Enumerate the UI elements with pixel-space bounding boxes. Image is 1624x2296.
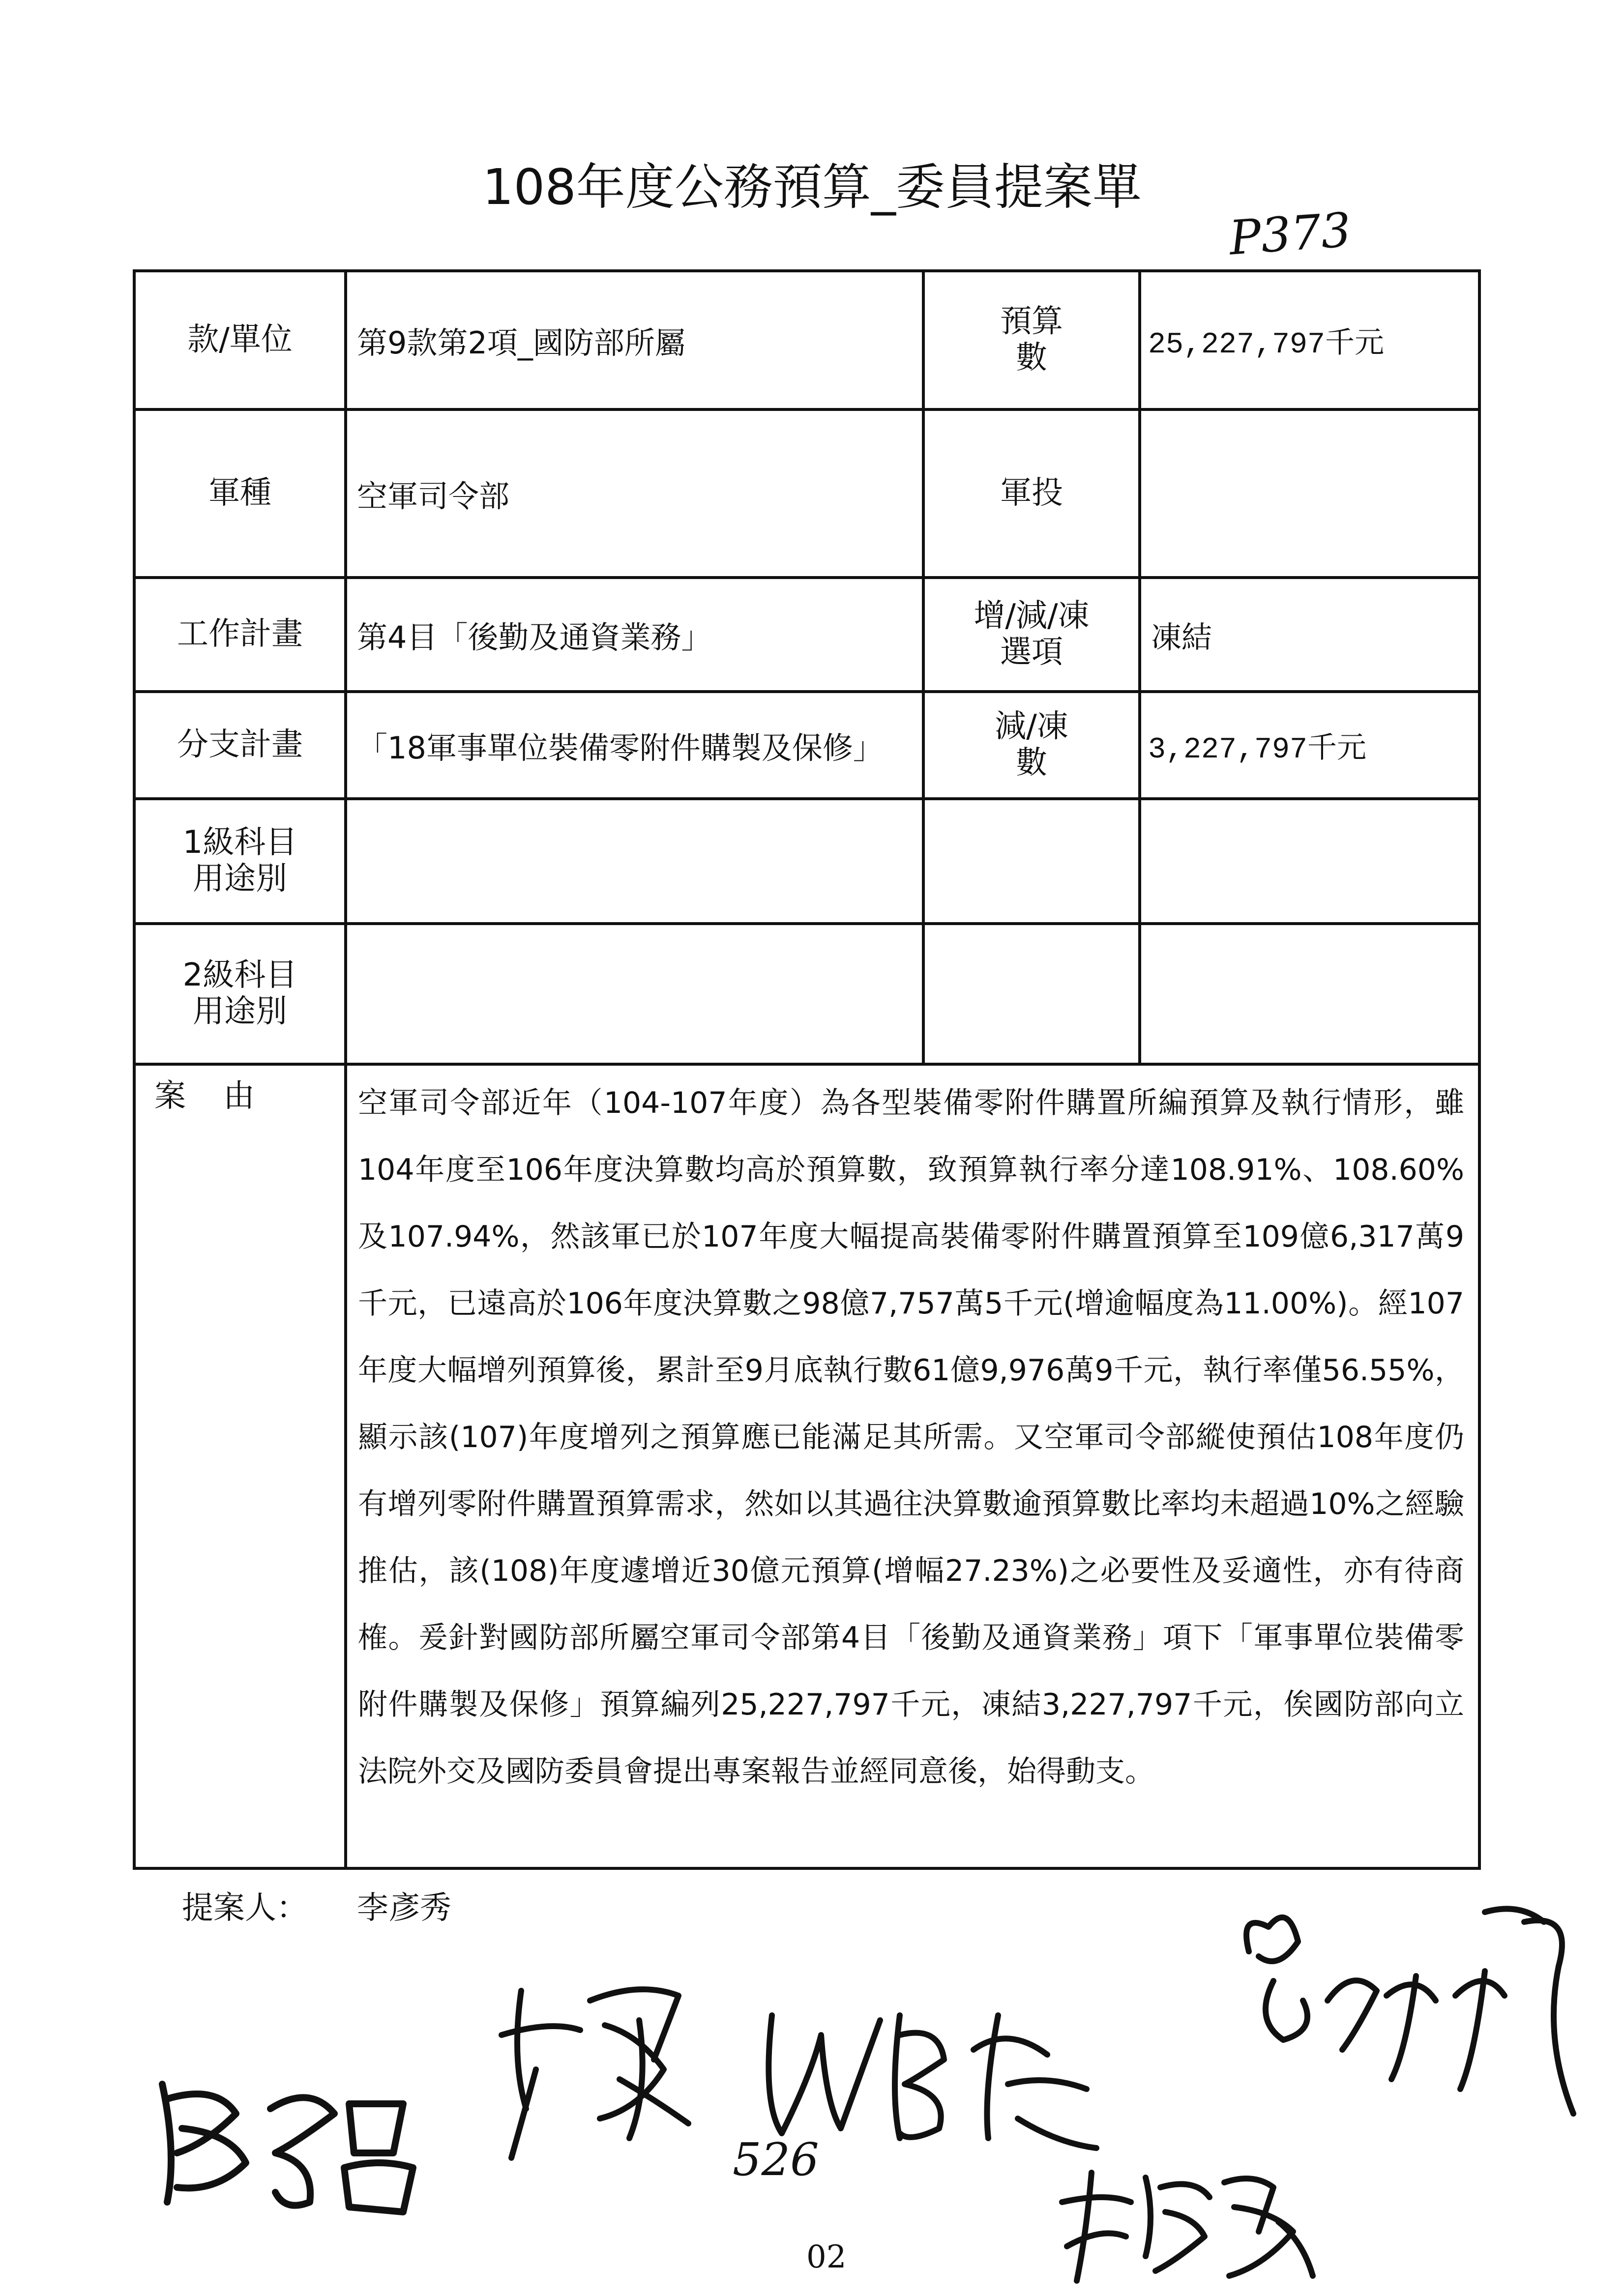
value-subplan: 「18軍事單位裝備零附件購製及保修」 (346, 692, 923, 799)
stamp-number: 526 (733, 2133, 819, 2186)
proposer-label: 提案人： (182, 1890, 308, 1926)
handwritten-page-ref: P373 (1227, 202, 1353, 266)
form-title: 108年度公務預算_委員提案單 (482, 158, 1142, 216)
signature-4 (1229, 1892, 1583, 2138)
row-branch (134, 409, 1479, 578)
row-plan (134, 578, 1479, 692)
value-level2-extra (1140, 924, 1479, 1064)
value-level2-subject (346, 924, 923, 1064)
label-military-investment: 軍投 (923, 409, 1140, 578)
row-reason (134, 1064, 1479, 1868)
value-work-plan: 第4目「後勤及通資業務」 (346, 578, 923, 692)
proposer-name: 李彥秀 (357, 1890, 451, 1926)
label-reason (134, 1064, 346, 1868)
value-option: 凍結 (1140, 578, 1479, 692)
proposer-line (182, 1883, 451, 1928)
row-level1 (134, 799, 1479, 924)
value-military-investment (1140, 409, 1479, 578)
row-subplan (134, 692, 1479, 799)
label-budget: 預算 數 (923, 271, 1140, 409)
value-level1-extra (1140, 799, 1479, 924)
reason-text: 空軍司令部近年（104-107年度）為各型裝備零附件購置所編預算及執行情形，雖104年度至106年度決算數均高於預算數，致預算執行率分達108.91%、108.60%及107.94%，然該軍已於107年度大幅提高裝備零附件購置預算至109億6,317萬9千元，已遠高於106年度決算數之98億7,757萬5千元(增逾幅度為11.00%)。經107年度大幅增列預算後，累計至9月底執行數61億9,976萬9千元，執行率僅56.55%，顯示該(107)年度增列之預算應已能滿足其所需。又空軍司令部縱使預估108年度仍有增列零附件購置預算需求，然如以其過往決算數逾預算數比率均未超過10%之經驗推估，該(108)年度遽增近30億元預算(增幅27.23%)之必要性及妥適性，亦有待商榷。爰針對國防部所屬空軍司令部第4目「後勤及通資業務」項下「軍事單位裝備零附件購製及保修」預算編列25,227,797千元，凍結3,227,797千元，俟國防部向立法院外交及國防委員會提出專案報告並經同意後，始得動支。 (346, 1064, 1479, 1868)
signature-2 (492, 1961, 723, 2168)
label-reason-char-2: 由 (223, 1078, 255, 1114)
label-level2-subject: 2級科目 用途別 (134, 924, 346, 1064)
value-unit: 第9款第2項_國防部所屬 (346, 271, 923, 409)
label-reduce-freeze-amount: 減/凍 數 (923, 692, 1140, 799)
label-unit: 款/單位 (134, 271, 346, 409)
value-reduce-freeze-amount: 3,227,797千元 (1140, 692, 1479, 799)
label-level1-extra (923, 799, 1140, 924)
label-work-plan: 工作計畫 (134, 578, 346, 692)
label-level2-extra (923, 924, 1140, 1064)
proposal-form-table (133, 269, 1481, 1870)
label-level1-subject: 1級科目 用途別 (134, 799, 346, 924)
row-level2 (134, 924, 1479, 1064)
label-branch: 軍種 (134, 409, 346, 578)
label-reason-char-1: 案 (154, 1078, 186, 1114)
signature-1 (148, 2055, 423, 2217)
value-branch: 空軍司令部 (346, 409, 923, 578)
row-unit (134, 271, 1479, 409)
value-budget: 25,227,797千元 (1140, 271, 1479, 409)
value-level1-subject (346, 799, 923, 924)
label-option: 增/減/凍 選項 (923, 578, 1140, 692)
page-number: 02 (806, 2239, 847, 2275)
label-subplan: 分支計畫 (134, 692, 346, 799)
signature-5 (1047, 2158, 1323, 2286)
